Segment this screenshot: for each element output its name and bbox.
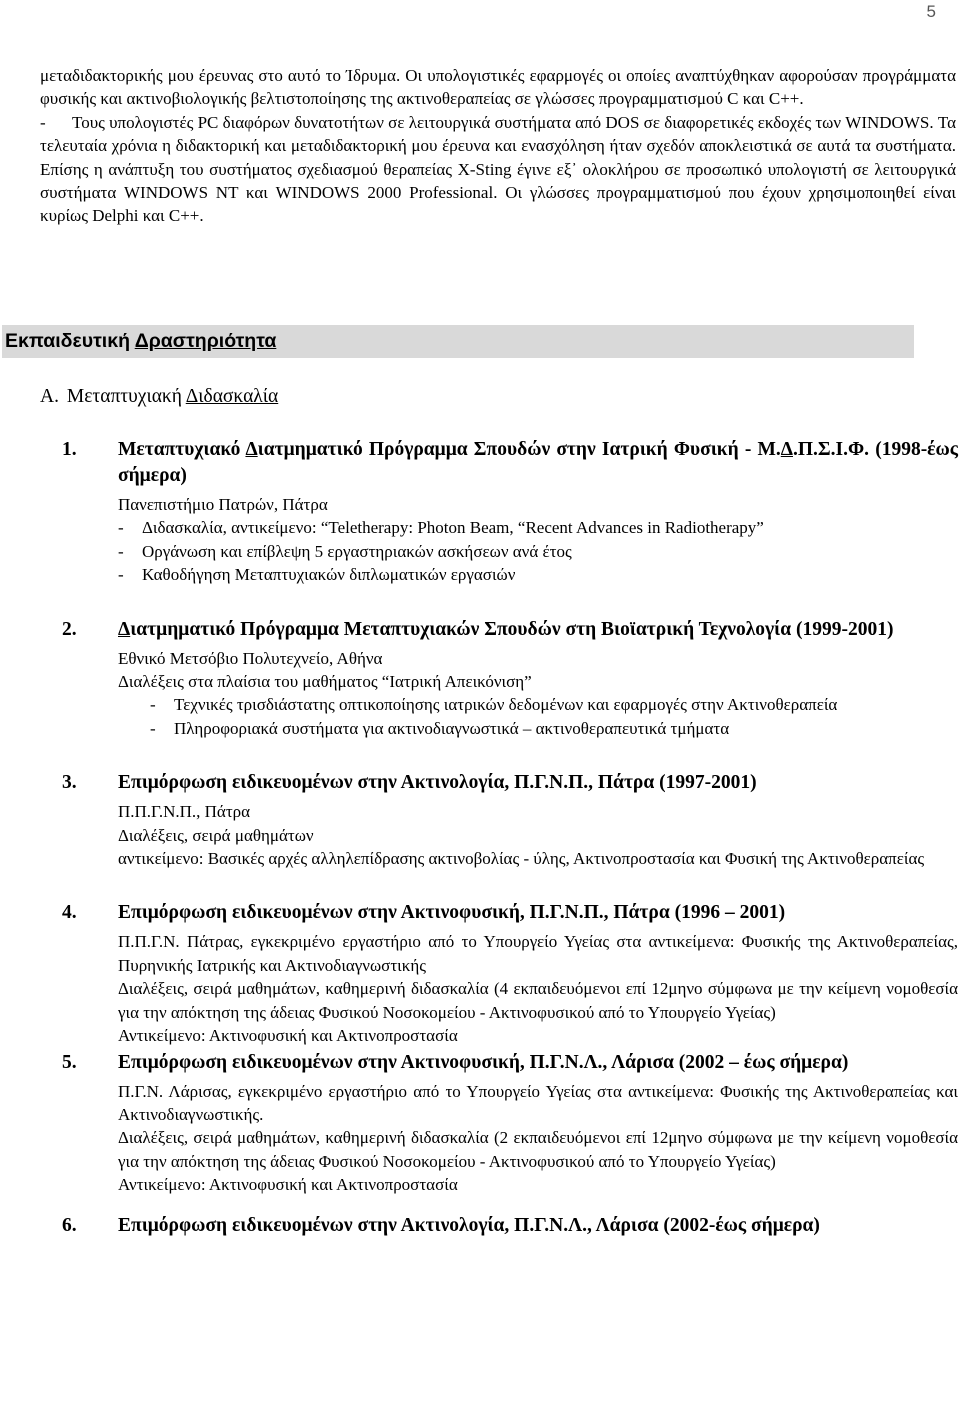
page-number: 5 (926, 2, 936, 21)
item-title: Μεταπτυχιακό Διατμηματικό Πρόγραμμα Σπουδών στην Ιατρική Φυσική - Μ.Δ.Π.Σ.Ι.Φ. (1998-έως σήμερα) (118, 439, 958, 486)
intro-text (40, 64, 956, 228)
course-list (62, 437, 958, 1243)
item-title: Επιμόρφωση ειδικευομένων στην Ακτινοφυσική, Π.Γ.Ν.Λ., Λάρισα (2002 – έως σήμερα) (118, 1051, 849, 1073)
list-item: 4. Επιμόρφωση ειδικευομένων στην Ακτινοφυσική, Π.Γ.Ν.Π., Πάτρα (1996 – 2001) Π.Π.Γ.Ν. Πάτρας, εγκεκριμένο εργαστήριο από το Υπουργείο Υγείας στα αντικείμενα: Φυσικής της Ακτινοθεραπείας, Πυρηνικής Ιατρικής και Ακτινοδιαγνωστικής Διαλέξεις, σειρά μαθημάτων, καθημερινή διδασκαλία (4 εκπαιδευόμενοι επί 12μηνο σύμφωνα με την κείμενη νομοθεσία για την απόκτηση της άδειας Φυσικού Νοσοκομείου - Ακτινοφυσικού από το Υπουργείο Υγείας) Αντικείμενο: Ακτινοφυσική και Ακτινοπροστασία (62, 902, 958, 1046)
list-item: 6. Επιμόρφωση ειδικευομένων στην Ακτινολογία, Π.Γ.Ν.Λ., Λάρισα (2002-έως σήμερα) (62, 1213, 958, 1239)
list-item: 1. Μεταπτυχιακό Διατμηματικό Πρόγραμμα Σπουδών στην Ιατρική Φυσική - Μ.Δ.Π.Σ.Ι.Φ. (1998-έως σήμερα) Πανεπιστήμιο Πατρών, Πάτρα - Διδασκαλία, αντικείμενο: “Teletherapy: Photon Beam, “Recent Advances in Radiotherapy” - Οργάνωση και επίβλεψη 5 εργαστηριακών ασκήσεων ανά έτος - Καθοδήγηση Μεταπτυχιακών διπλωματικών εργασιών (62, 439, 958, 585)
item-title: Επιμόρφωση ειδικευομένων στην Ακτινολογία, Π.Γ.Ν.Π., Πάτρα (1997-2001) (118, 772, 757, 794)
list-item: 2. Διατμηματικό Πρόγραμμα Μεταπτυχιακών Σπουδών στη Βιοϊατρική Τεχνολογία (1999-2001) Εθνικό Μετσόβιο Πολυτεχνείο, Αθήνα Διαλέξεις στα πλαίσια του μαθήματος “Ιατρική Απεικόνιση” - Τεχνικές τρισδιάστατης οπτικοποίησης ιατρικών δεδομένων και εφαρμογές στην Ακτινοθεραπεία - Πληροφοριακά συστήματα για ακτινοδιαγνωστικά – ακτινοθεραπευτικά τμήματα (62, 617, 958, 741)
item-title: Επιμόρφωση ειδικευομένων στην Ακτινολογία, Π.Γ.Ν.Λ., Λάρισα (2002-έως σήμερα) (118, 1214, 820, 1236)
subsection-heading: Α. Μεταπτυχιακή Διδασκαλία (40, 386, 279, 407)
list-item: 5. Επιμόρφωση ειδικευομένων στην Ακτινοφυσική, Π.Γ.Ν.Λ., Λάρισα (2002 – έως σήμερα) Π.Γ.Ν. Λάρισας, εγκεκριμένο εργαστήριο από το Υπουργείο Υγείας στα αντικείμενα: Φυσικής της Ακτινοθεραπείας και Ακτινοδιαγνωστικής. Διαλέξεις, σειρά μαθημάτων, καθημερινή διδασκαλία (2 εκπαιδευόμενοι επί 12μηνο σύμφωνα με την κείμενη νομοθεσία για την απόκτηση της άδειας Φυσικού Νοσοκομείου - Ακτινοφυσικού από το Υπουργείο Υγείας) Αντικείμενο: Ακτινοφυσική και Ακτινοπροστασία (62, 1051, 958, 1195)
item-title: Διατμηματικό Πρόγραμμα Μεταπτυχιακών Σπουδών στη Βιοϊατρική Τεχνολογία (1999-2001) (118, 618, 894, 640)
intro-bullet: - Τους υπολογιστές PC διαφόρων δυνατοτήτων σε λειτουργικά συστήματα από DOS σε διαφορετικές εκδοχές των WINDOWS. Τα τελευταία χρόνια η διδακτορική και μεταδιδακτορική μου έρευνα και ενασχόληση ήταν σχεδόν αποκλειστικά σε αυτά τα συστήματα. Επίσης η ανάπτυξη του συστήματος σχεδιασμού θεραπείας X-Sting έγινε εξ᾽ ολοκλήρου σε προσωπικό υπολογιστή σε λειτουργικά συστήματα WINDOWS NT και WINDOWS 2000 Professional. Οι γλώσσες προγραμματισμού που έχουν χρησιμοποιηθεί είναι κυρίως Delphi και C++. (40, 112, 956, 226)
list-item: 3. Επιμόρφωση ειδικευομένων στην Ακτινολογία, Π.Γ.Ν.Π., Πάτρα (1997-2001) Π.Π.Γ.Ν.Π., Πάτρα Διαλέξεις, σειρά μαθημάτων αντικείμενο: Βασικές αρχές αλληλεπίδρασης ακτινοβολίας - ύλης, Ακτινοπροστασία και Φυσική της Ακτινοθεραπείας (62, 770, 958, 870)
intro-paragraph: μεταδιδακτορικής μου έρευνας στο αυτό το Ίδρυμα. Οι υπολογιστικές εφαρμογές οι οποίες αναπτύχθηκαν αφορούσαν προγράμματα φυσικής και ακτινοβιολογικής βελτιστοποίησης της ακτινοθεραπείας σε γλώσσες προγραμματισμού C και C++. (40, 66, 956, 109)
section-heading: Εκπαιδευτική Δραστηριότητα (2, 325, 914, 358)
item-title: Επιμόρφωση ειδικευομένων στην Ακτινοφυσική, Π.Γ.Ν.Π., Πάτρα (1996 – 2001) (118, 902, 786, 924)
